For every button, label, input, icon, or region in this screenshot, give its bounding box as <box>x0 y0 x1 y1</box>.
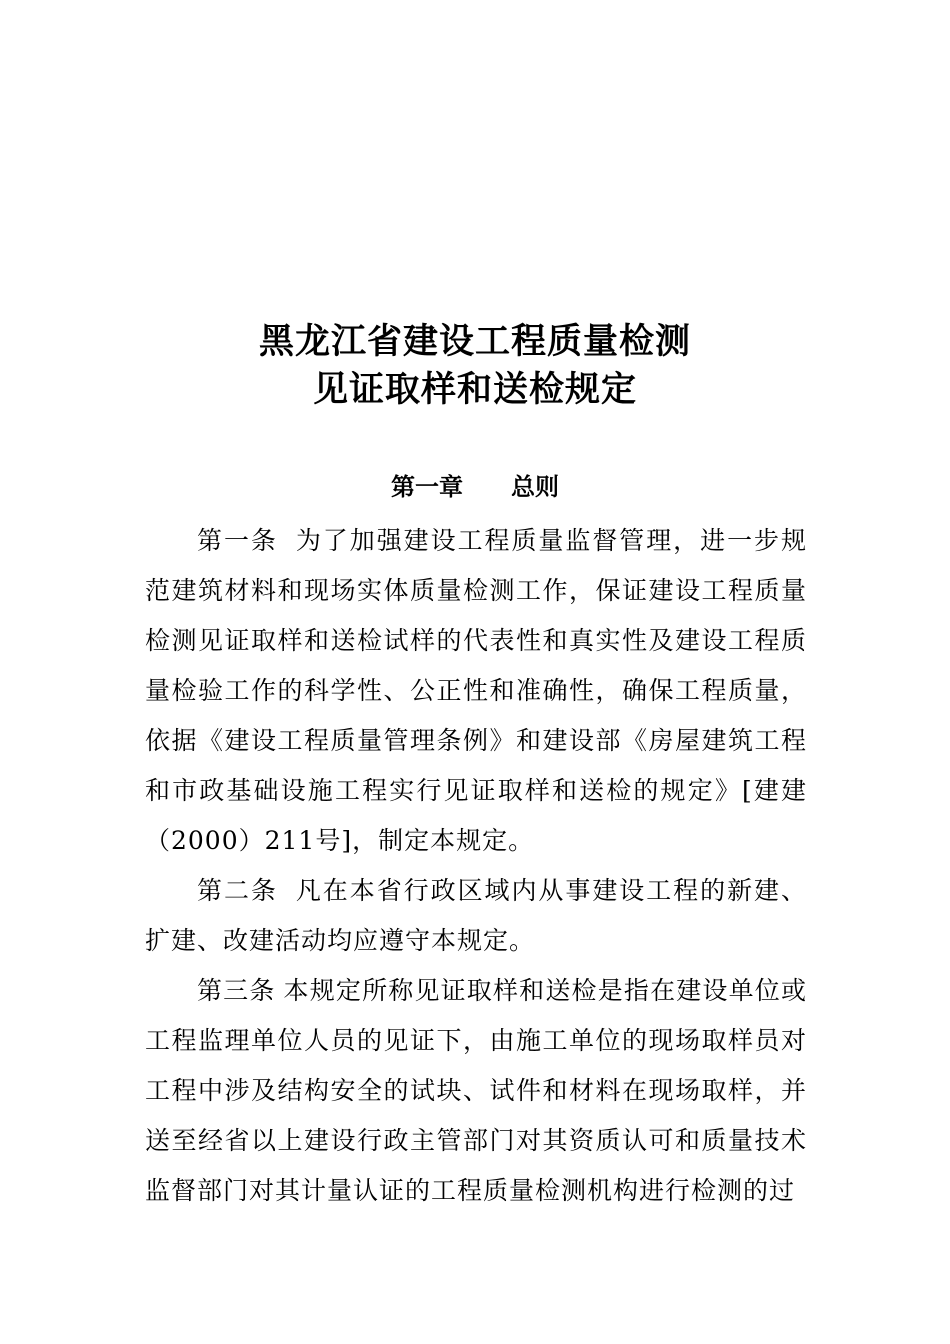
document-title-line-2: 见证取样和送检规定 <box>312 370 637 410</box>
article-3-label: 第三条 <box>197 976 276 1005</box>
article-3-text: 本规定所称见证取样和送检是指在建设单位或工程监理单位人员的见证下，由施工单位的现场取样员对工程中涉及结构安全的试块、试件和材料在现场取样，并送至经省以上建设行政主管部门对其资质认可和质量技术监督部门对其计量认证的工程质量检测机构进行检测的过 <box>145 976 807 1205</box>
article-3 <box>145 966 807 1216</box>
article-2 <box>145 866 807 966</box>
article-1 <box>145 516 807 866</box>
chapter-number: 第一章 <box>391 473 463 501</box>
chapter-title: 总则 <box>511 473 559 501</box>
article-2-label: 第二条 <box>197 876 278 905</box>
article-1-label: 第一条 <box>197 526 278 555</box>
article-1-text: 为了加强建设工程质量监督管理，进一步规范建筑材料和现场实体质量检测工作，保证建设工程质量检测见证取样和送检试样的代表性和真实性及建设工程质量检验工作的科学性、公正性和准确性，确保工程质量，依据《建设工程质量管理条例》和建设部《房屋建筑工程和市政基础设施工程实行见证取样和送检的规定》[建建（2000）211号]，制定本规定。 <box>145 526 807 855</box>
document-title-line-1: 黑龙江省建设工程质量检测 <box>258 322 691 362</box>
article-2-text: 凡在本省行政区域内从事建设工程的新建、扩建、改建活动均应遵守本规定。 <box>145 876 807 955</box>
chapter-heading <box>0 470 950 504</box>
